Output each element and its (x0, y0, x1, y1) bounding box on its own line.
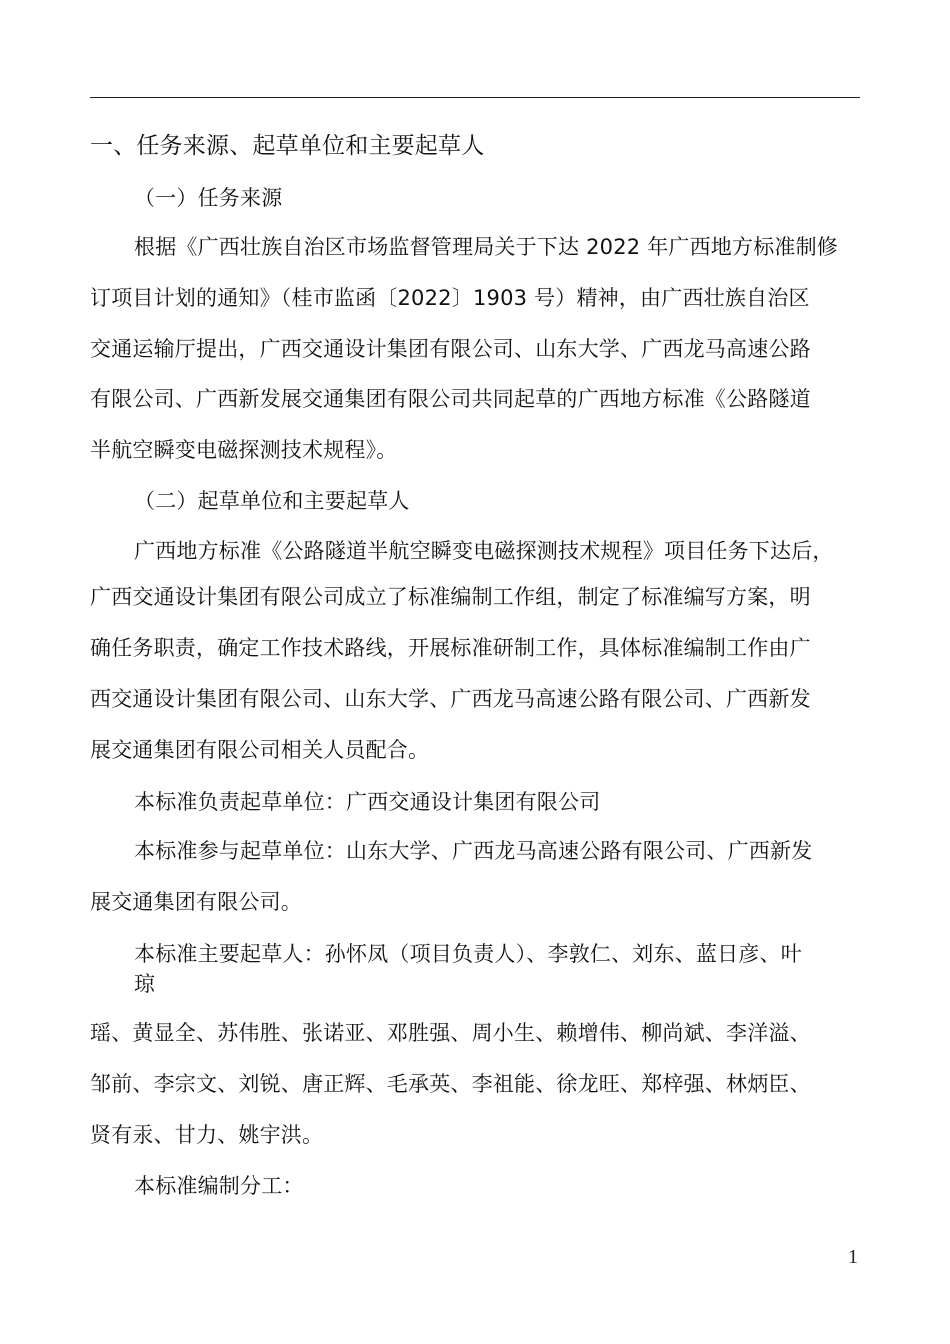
paragraph-line: 半航空瞬变电磁探测技术规程》。 (90, 438, 398, 462)
division-line: 本标准编制分工： (134, 1174, 304, 1198)
paragraph-line: 订项目计划的通知》（桂市监函〔2022〕1903 号）精神，由广西壮族自治区 (90, 286, 810, 310)
drafters-line: 贤有汞、甘力、姚宇洪。 (90, 1123, 324, 1147)
page-number: 1 (848, 1246, 858, 1268)
paragraph-line: 交通运输厅提出，广西交通设计集团有限公司、山东大学、广西龙马高速公路 (90, 337, 811, 361)
drafters-line: 邹前、李宗文、刘锐、唐正辉、毛承英、李祖能、徐龙旺、郑梓强、林炳臣、 (90, 1072, 811, 1096)
drafters-line: 琼 (134, 972, 156, 996)
participating-units-line: 本标准参与起草单位：山东大学、广西龙马高速公路有限公司、广西新发 (134, 839, 813, 863)
paragraph-line: 展交通集团有限公司相关人员配合。 (90, 738, 430, 762)
paragraph-line: 有限公司、广西新发展交通集团有限公司共同起草的广西地方标准《公路隧道 (90, 387, 811, 411)
paragraph-line: 根据《广西壮族自治区市场监督管理局关于下达 2022 年广西地方标准制修 (134, 235, 838, 259)
paragraph-line: 确任务职责，确定工作技术路线，开展标准研制工作，具体标准编制工作由广 (90, 636, 811, 660)
header-rule (90, 97, 860, 98)
paragraph-line: 广西地方标准《公路隧道半航空瞬变电磁探测技术规程》项目任务下达后， (134, 539, 834, 563)
subsection-title-drafting-units: （二）起草单位和主要起草人 (134, 489, 410, 513)
drafters-line: 本标准主要起草人：孙怀凤（项目负责人）、李敦仁、刘东、蓝日彦、叶 (134, 942, 802, 966)
participating-units-line: 展交通集团有限公司。 (90, 890, 302, 914)
paragraph-line: 广西交通设计集团有限公司成立了标准编制工作组，制定了标准编写方案，明 (90, 585, 811, 609)
subsection-title-task-source: （一）任务来源 (134, 186, 283, 210)
lead-unit-line: 本标准负责起草单位：广西交通设计集团有限公司 (134, 790, 601, 814)
paragraph-line: 西交通设计集团有限公司、山东大学、广西龙马高速公路有限公司、广西新发 (90, 687, 811, 711)
section-heading: 一、任务来源、起草单位和主要起草人 (90, 133, 485, 159)
drafters-line: 瑶、黄显全、苏伟胜、张诺亚、邓胜强、周小生、赖增伟、柳尚斌、李洋溢、 (90, 1021, 811, 1045)
